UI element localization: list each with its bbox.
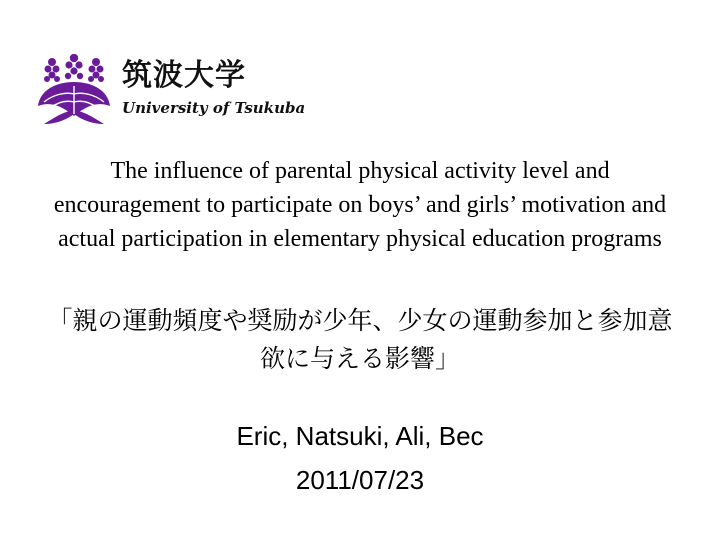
logo-name-english: University of Tsukuba	[122, 99, 306, 117]
japanese-title: 「親の運動頻度や奨励が少年、少女の運動参加と参加意欲に与える影響」	[47, 306, 673, 373]
logo-name-kanji: 筑波大学	[122, 58, 246, 93]
english-title: The influence of parental physical activity level and encouragement to participate on boys’ and girls’ motivation and actual participation in elementary physical education programs	[53, 158, 667, 252]
date-line: 2011/07/23	[295, 465, 425, 495]
authors-line: Eric, Natsuki, Ali, Bec	[236, 421, 484, 451]
university-logo	[36, 54, 306, 132]
author-block	[40, 414, 680, 502]
paulownia-crest-icon	[36, 54, 112, 126]
